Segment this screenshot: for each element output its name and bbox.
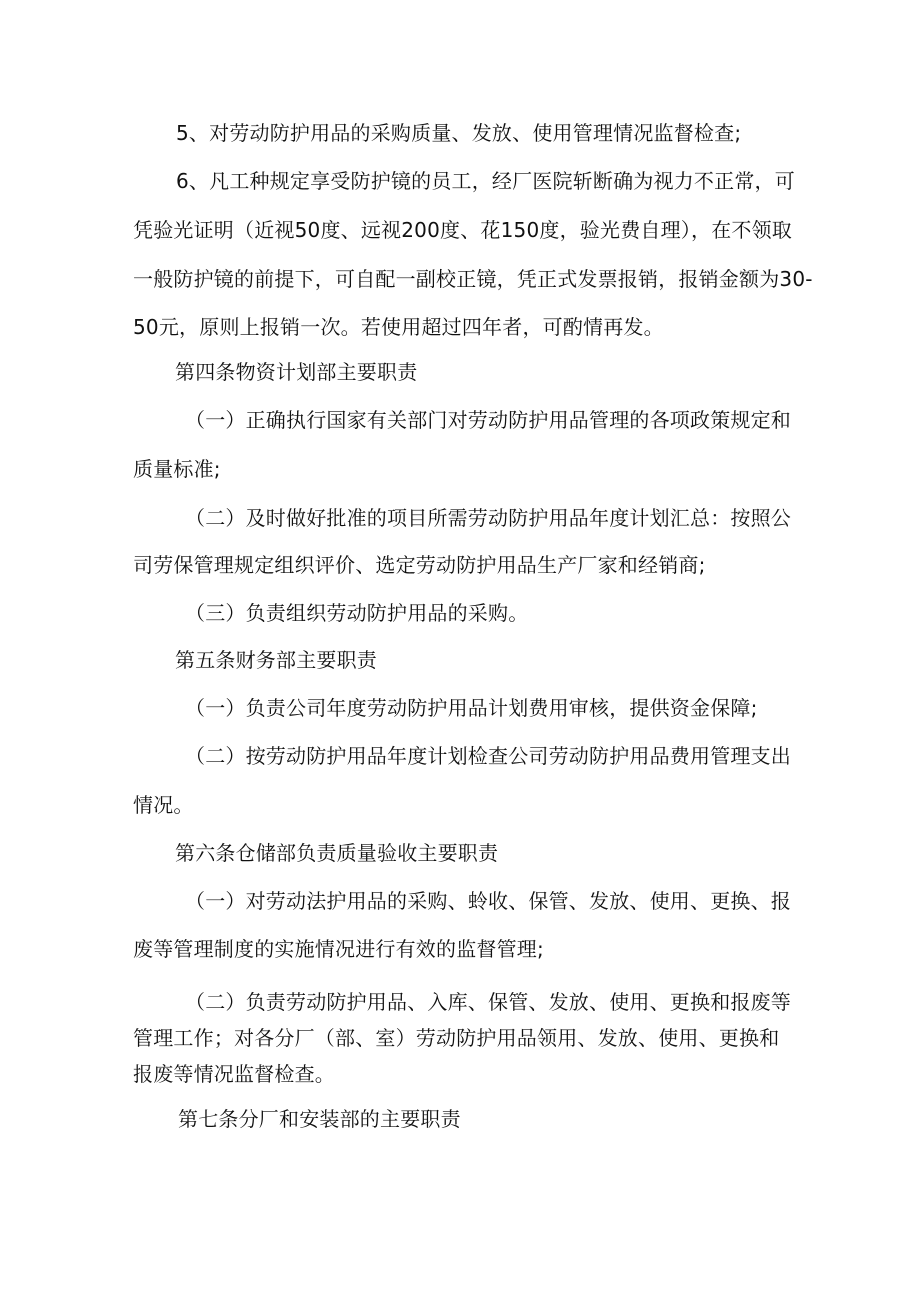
article-4-item-3: （三）负责组织劳动防护用品的采购。 <box>185 601 529 625</box>
article-5-item-2-line-1: （二）按劳动防护用品年度计划检查公司劳动防护用品费用管理支出 <box>185 744 791 768</box>
article-6-item-2-line-3: 报废等情况监督检查。 <box>133 1062 335 1086</box>
article-6-item-2-line-1: （二）负责劳动防护用品、入库、保管、发放、使用、更换和报废等 <box>185 990 791 1014</box>
article-7-heading: 第七条分厂和安装部的主要职责 <box>178 1107 461 1131</box>
article-4-heading: 第四条物资计划部主要职责 <box>175 360 418 384</box>
article-4-item-1-line-1: （一）正确执行国家有关部门对劳动防护用品管理的各项政策规定和 <box>185 408 791 432</box>
item-6-line-3: 一般防护镜的前提下，可自配一副校正镜，凭正式发票报销，报销金额为30- <box>133 267 813 291</box>
article-5-heading: 第五条财务部主要职责 <box>175 648 377 672</box>
item-6-line-1: 6、凡工种规定享受防护镜的员工，经厂医院斩断确为视力不正常，可 <box>176 169 795 193</box>
article-5-item-1: （一）负责公司年度劳动防护用品计划费用审核，提供资金保障; <box>185 696 758 720</box>
article-6-item-1-line-2: 废等管理制度的实施情况进行有效的监督管理; <box>133 937 544 961</box>
article-4-item-1-line-2: 质量标准; <box>133 457 221 481</box>
item-5-text: 5、对劳动防护用品的采购质量、发放、使用管理情况监督检查; <box>176 121 742 145</box>
article-6-item-1-line-1: （一）对劳动法护用品的采购、蛉收、保管、发放、使用、更换、报 <box>185 889 791 913</box>
article-5-item-2-line-2: 情况。 <box>133 793 194 817</box>
item-6-line-2: 凭验光证明（近视50度、远视200度、花150度，验光费自理），在不领取 <box>133 218 792 242</box>
article-6-item-2-line-2: 管理工作；对各分厂（部、室）劳动防护用品领用、发放、使用、更换和 <box>133 1026 780 1050</box>
article-4-item-2-line-2: 司劳保管理规定组织评价、选定劳动防护用品生产厂家和经销商; <box>133 553 706 577</box>
article-4-item-2-line-1: （二）及时做好批准的项目所需劳动防护用品年度计划汇总：按照公 <box>185 506 791 530</box>
article-6-heading: 第六条仓储部负责质量验收主要职责 <box>175 841 499 865</box>
item-6-line-4: 50元，原则上报销一次。若使用超过四年者，可酌情再发。 <box>133 315 664 339</box>
